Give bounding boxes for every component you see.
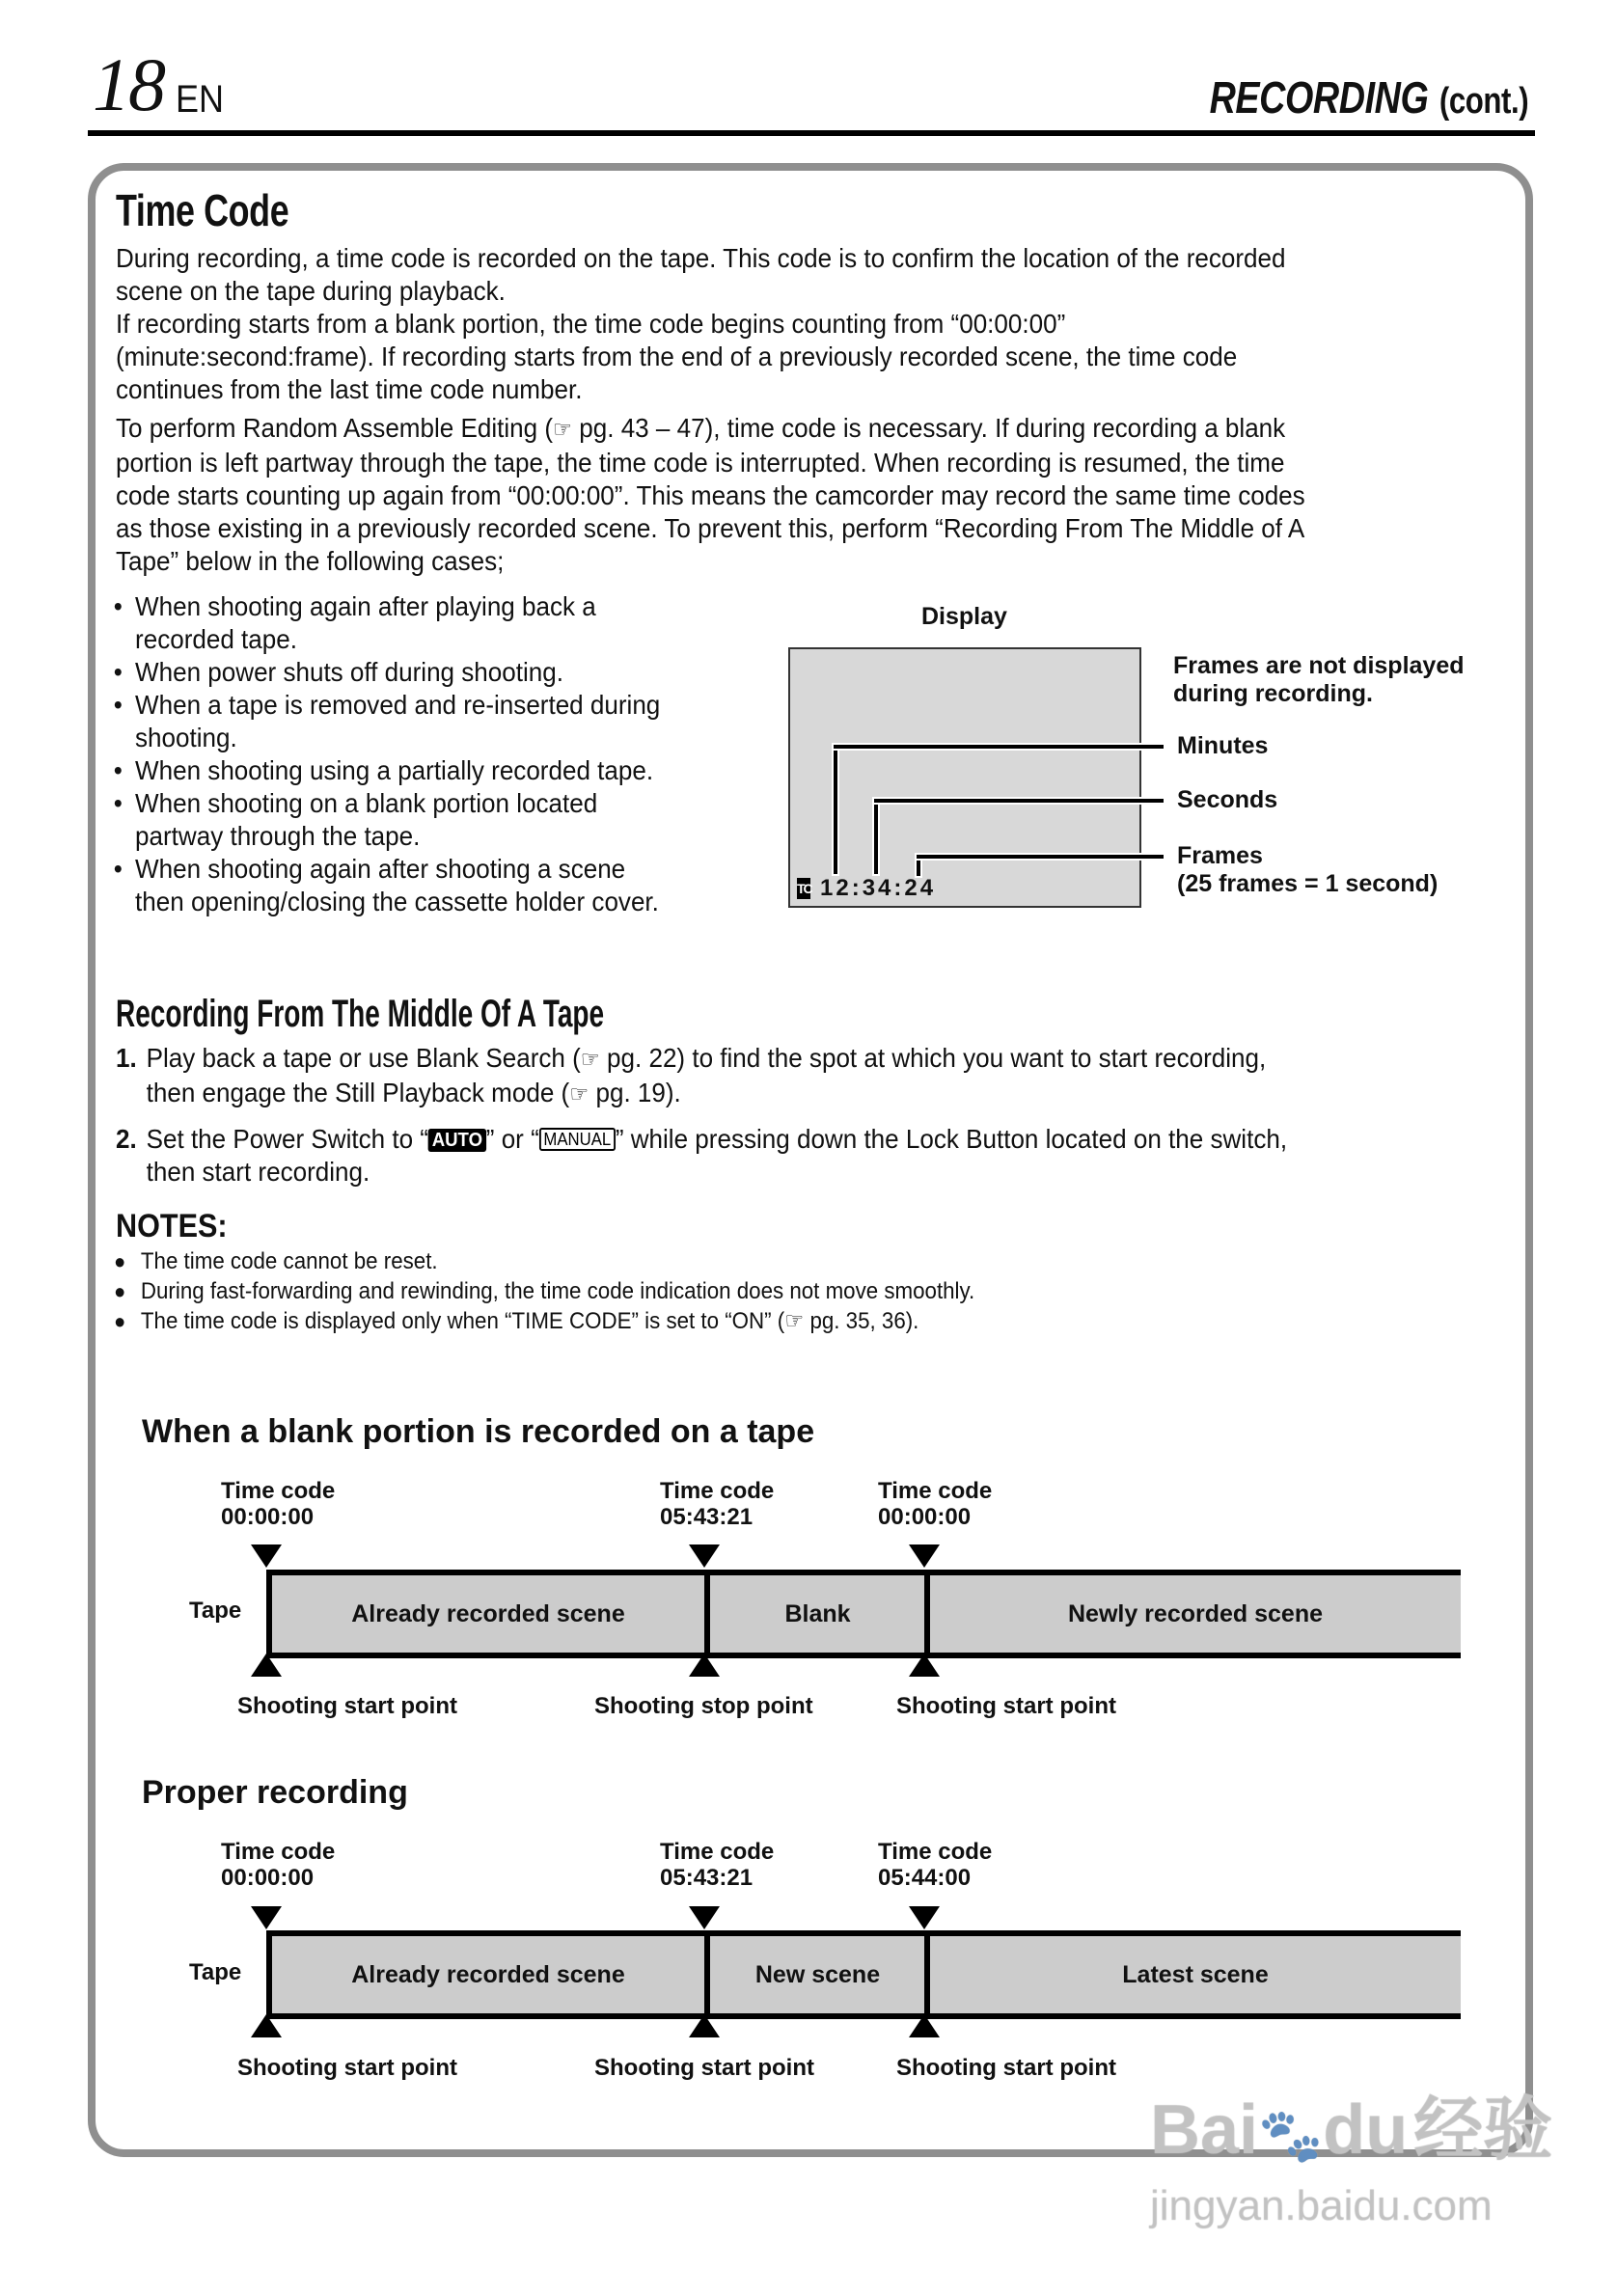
note-text: pg. 35, 36). (804, 1308, 919, 1334)
intro-line: (minute:second:frame). If recording starts from the end of a previously recorded scene, the time code (116, 342, 1238, 371)
tc-value: 05:43:21 (660, 1865, 754, 1891)
step-line (147, 1042, 1426, 1077)
list-item-text: recorded tape. (135, 624, 297, 654)
intro-paragraph (116, 242, 1426, 406)
note-text: The time code is displayed only when “TIME CODE” is set to “ON” ( (140, 1308, 785, 1334)
tape-bar (266, 1930, 1461, 2019)
blank-timeline-title: When a blank portion is recorded on a tape (142, 1413, 815, 1450)
marker-down-arrow-icon (251, 1544, 282, 1568)
editing-line (116, 412, 1426, 447)
bullet-icon: • (113, 788, 123, 818)
watermark-text: 经验 (1413, 2091, 1553, 2169)
editing-line: Tape” below in the following cases; (116, 546, 505, 576)
list-item-text: When shooting again after playing back a (135, 591, 596, 621)
bullet-icon: ● (114, 1309, 126, 1333)
step-text: then engage the Still Playback mode ( (146, 1078, 570, 1107)
tape-label: Tape (189, 1959, 242, 1985)
list-item (110, 853, 720, 918)
list-item (110, 754, 720, 787)
proper-timeline-title: Proper recording (142, 1774, 408, 1811)
tape-segment: Latest scene (1122, 1960, 1269, 1988)
shooting-point-label: Shooting start point (896, 1693, 1116, 1719)
display-screen (788, 647, 1141, 908)
note-text: The time code cannot be reset. (140, 1248, 438, 1274)
tape-segment: Blank (784, 1599, 851, 1627)
seconds-leader-line (874, 799, 1164, 803)
step-text: Play back a tape or use Blank Search ( (146, 1043, 581, 1073)
marker-down-arrow-icon (689, 1544, 720, 1568)
shooting-point-label: Shooting start point (896, 2055, 1116, 2081)
list-item-text: shooting. (135, 723, 237, 752)
frames-rate-note: (25 frames = 1 second) (1177, 870, 1439, 897)
frames-leader-line (917, 855, 1164, 859)
editing-text: To perform Random Assemble Editing ( (116, 413, 554, 443)
intro-line: scene on the tape during playback. (116, 276, 506, 306)
notes-heading: NOTES: (116, 1208, 228, 1244)
list-item-text: then opening/closing the cassette holder cover. (135, 887, 659, 916)
list-item-text: partway through the tape. (135, 821, 421, 851)
step-number: 2. (116, 1124, 137, 1154)
tc-label: Time code (660, 1478, 775, 1504)
page-language: EN (176, 78, 225, 121)
seconds-label: Seconds (1177, 786, 1278, 813)
step-text: pg. 19). (589, 1078, 681, 1107)
intro-line: During recording, a time code is recorded on the tape. This code is to confirm the location of the recorded (116, 243, 1286, 273)
tc-value: 05:44:00 (878, 1865, 972, 1891)
time-code-marker-label (221, 1839, 335, 1891)
editing-line: portion is left partway through the tape, the time code is interrupted. When recording is resumed, the time (116, 448, 1285, 478)
reference-hand-icon: ☞ (784, 1308, 805, 1334)
time-code-marker-label (878, 1478, 992, 1530)
middle-of-tape-heading: Recording From The Middle Of A Tape (116, 993, 605, 1035)
note-item (114, 1306, 1370, 1336)
marker-down-arrow-icon (689, 1906, 720, 1929)
marker-down-arrow-icon (909, 1906, 940, 1929)
note-item (114, 1276, 1370, 1306)
minutes-leader-line (834, 745, 837, 874)
editing-text: pg. 43 – 47), time code is necessary. If during recording a blank (572, 413, 1286, 443)
tc-value: 00:00:00 (221, 1504, 315, 1530)
time-code-marker-label (221, 1478, 335, 1530)
intro-line: continues from the last time code number. (116, 374, 583, 404)
paw-icon: 🐾 (1258, 2107, 1324, 2165)
step-line (147, 1123, 1426, 1156)
shooting-point-label: Shooting start point (237, 1693, 457, 1719)
bullet-icon: • (113, 690, 123, 720)
tc-label: Time code (878, 1478, 993, 1504)
section-suffix: (cont.) (1439, 81, 1528, 122)
frames-label (1177, 842, 1438, 898)
time-code-marker-label (660, 1839, 774, 1891)
step-number: 1. (116, 1043, 137, 1073)
reference-hand-icon: ☞ (580, 1047, 600, 1073)
list-item-text: When shooting using a partially recorded tape. (135, 755, 654, 785)
list-item (110, 787, 720, 853)
note-item (114, 1246, 1370, 1276)
cases-list (110, 590, 720, 918)
marker-down-arrow-icon (909, 1544, 940, 1568)
tc-icon: TC (797, 878, 810, 899)
steps-list (116, 1042, 1426, 1200)
readout-value: 12:34:24 (820, 875, 937, 901)
editing-paragraph (116, 412, 1426, 578)
tape-segment: Newly recorded scene (1067, 1599, 1323, 1627)
marker-up-arrow-icon (689, 2014, 720, 2037)
tape-bar (266, 1570, 1461, 1658)
frames-note (1173, 652, 1465, 708)
tape-segment: Already recorded scene (351, 1960, 625, 1988)
tc-value: 00:00:00 (221, 1865, 315, 1891)
list-item (110, 656, 720, 689)
list-item (110, 689, 720, 754)
editing-line: as those existing in a previously recorded scene. To prevent this, perform “Recording From The Middle of A (116, 513, 1305, 543)
time-code-marker-label (660, 1478, 774, 1530)
time-code-heading: Time Code (116, 185, 289, 235)
marker-up-arrow-icon (689, 1654, 720, 1677)
step-line (147, 1077, 1426, 1111)
auto-mode-badge: AUTO (428, 1129, 486, 1152)
step-text: ” while pressing down the Lock Button located on the switch, (615, 1124, 1288, 1154)
frames-note-line: during recording. (1173, 680, 1373, 707)
list-item-text: When shooting on a blank portion located (135, 788, 598, 818)
seconds-leader-line (874, 799, 878, 874)
notes-list (114, 1246, 1370, 1336)
bullet-icon: • (113, 591, 123, 621)
frames-label-text: Frames (1177, 842, 1263, 869)
list-item-text: When shooting again after shooting a scene (135, 854, 626, 884)
section-name: RECORDING (1209, 72, 1429, 123)
tape-segment: Already recorded scene (351, 1599, 625, 1627)
step-line: then start recording. (146, 1157, 370, 1187)
page-number: 18 (93, 42, 164, 126)
list-item (110, 590, 720, 656)
manual-mode-badge: MANUAL (539, 1128, 616, 1151)
step-text: Set the Power Switch to “ (146, 1124, 428, 1154)
time-code-marker-label (878, 1839, 992, 1891)
step-text: ” or “ (485, 1124, 539, 1154)
shooting-point-label: Shooting stop point (594, 1693, 813, 1719)
bullet-icon: ● (114, 1249, 126, 1273)
frames-note-line: Frames are not displayed (1173, 652, 1465, 679)
display-diagram-title: Display (921, 603, 1007, 630)
tape-segment: New scene (754, 1960, 881, 1988)
bullet-icon: • (113, 657, 123, 687)
tc-label: Time code (878, 1839, 993, 1865)
watermark-brand (1150, 2091, 1552, 2174)
step-2 (116, 1123, 1426, 1189)
reference-hand-icon: ☞ (553, 417, 573, 443)
step-1 (116, 1042, 1426, 1111)
tape-label: Tape (189, 1598, 242, 1624)
tc-label: Time code (660, 1839, 775, 1865)
minutes-label: Minutes (1177, 732, 1269, 759)
bullet-icon: • (113, 854, 123, 884)
list-item-text: When power shuts off during shooting. (135, 657, 563, 687)
reference-hand-icon: ☞ (569, 1081, 589, 1107)
tc-value: 00:00:00 (878, 1504, 972, 1530)
marker-up-arrow-icon (909, 2014, 940, 2037)
time-code-readout (797, 874, 936, 903)
bullet-icon: ● (114, 1279, 126, 1303)
editing-line: code starts counting up again from “00:00:00”. This means the camcorder may record the same time codes (116, 480, 1305, 510)
marker-up-arrow-icon (251, 1654, 282, 1677)
watermark-url: jingyan.baidu.com (1150, 2182, 1493, 2229)
marker-up-arrow-icon (909, 1654, 940, 1677)
minutes-leader-line (834, 745, 1164, 749)
marker-up-arrow-icon (251, 2014, 282, 2037)
shooting-point-label: Shooting start point (237, 2055, 457, 2081)
watermark-text: du (1323, 2091, 1409, 2169)
tc-label: Time code (221, 1478, 336, 1504)
list-item-text: When a tape is removed and re-inserted during (135, 690, 661, 720)
tc-label: Time code (221, 1839, 336, 1865)
watermark-text: Bai (1150, 2091, 1259, 2169)
shooting-point-label: Shooting start point (594, 2055, 814, 2081)
marker-down-arrow-icon (251, 1906, 282, 1929)
header-rule (88, 130, 1535, 136)
bullet-icon: • (113, 755, 123, 785)
section-title (1209, 73, 1528, 125)
note-text: During fast-forwarding and rewinding, the time code indication does not move smoothly. (140, 1278, 975, 1304)
tc-value: 05:43:21 (660, 1504, 754, 1530)
intro-line: If recording starts from a blank portion, the time code begins counting from “00:00:00” (116, 309, 1066, 339)
step-text: pg. 22) to find the spot at which you want to start recording, (599, 1043, 1267, 1073)
